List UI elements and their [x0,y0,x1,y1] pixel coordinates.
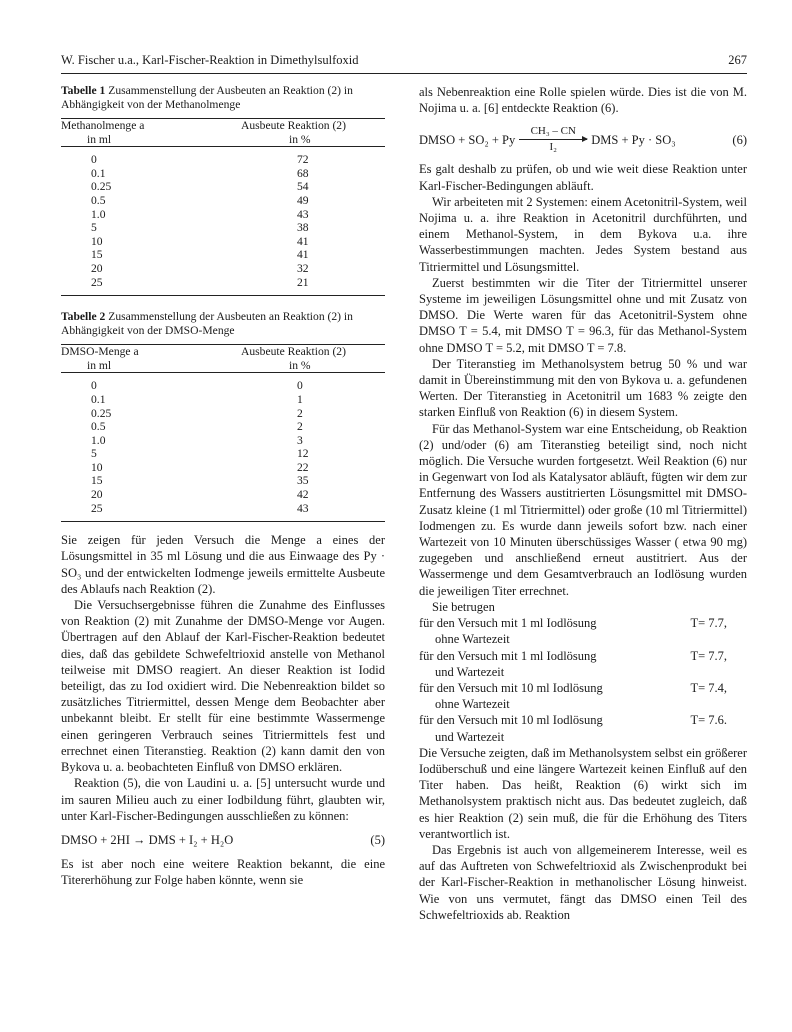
table-2-amount-cell: 0.1 [91,392,106,406]
table-2-yield-cell: 22 [297,460,309,474]
equation-6-solvent: CH₃ – CN [530,125,576,138]
table-2-amount-cell: 1.0 [91,433,106,447]
table-2-row [61,488,385,502]
titer-condition: und Wartezeit [435,664,505,679]
right-paragraph-2: Es galt deshalb zu prüfen, ob und wie weit diese Reaktion unter Karl-Fischer-Bedingungen abläuft. [419,162,747,193]
table-1-row [61,208,385,222]
table-1-caption: Tabelle 1 Zusammenstellung der Ausbeuten an Reaktion (2) in Abhängigkeit von der Methanolmenge [61,84,353,111]
table-1-label: Tabelle 1 [61,84,106,97]
table-2-amount-cell: 0.5 [91,420,106,434]
titer-value: T= 7.4, [690,680,727,695]
table-2-yield-cell: 0 [297,379,303,393]
table-2-amount-cell: 20 [91,488,103,502]
titer-item [419,712,747,728]
titer-value: T= 7.7, [690,616,727,631]
table-1-amount-cell: 0 [91,153,97,167]
table-1-row [61,248,385,262]
equation-5 [61,832,385,848]
titer-condition: ohne Wartezeit [435,697,510,712]
table-1-yield-cell: 32 [297,261,309,275]
running-header [61,53,747,73]
table-1-row [61,167,385,181]
table-2-row [61,502,385,522]
equation-6-arrow [519,126,587,153]
right-paragraph-4: Zuerst bestimmten wir die Titer der Titriermittel unserer Systeme im jeweiligen Lösungsmittel ohne und mit Zusatz von DMSO. Die Werte waren für das Acetonitril-System ohne DMSO T = 5.4, mit DMSO T = 96.3, für das Methanol-System ohne DMSO T = 5.2, mit DMSO T = 7.8. [419,275,747,355]
titer-value: T= 7.6. [690,713,727,728]
reaction-arrow-icon [519,139,587,140]
page-number: 267 [728,53,747,67]
table-2-yield-cell: 2 [297,406,303,420]
table-1-row [61,235,385,249]
table-1-yield-cell: 43 [297,207,309,221]
table-1 [61,84,385,296]
table-2-yield-cell: 12 [297,447,309,461]
table-1-yield-cell: 72 [297,153,309,167]
table-2-yield-cell: 3 [297,433,303,447]
right-paragraph-6: Für das Methanol-System war eine Entscheidung, ob Reaktion (2) und/oder (6) am Titeranstieg beteiligt sind, noch nicht möglich. Die Versuche wurden fortgesetzt. Weil Reaktion (6) nur in Gegenwart von Iod als Katalysator abläuft, fügten wir dem zur Entfernung des Wassers austitrierten Lösungsmittel mit DMSO-Zusatz kleine (1 ml Titriermittel) oder große (10 ml Titriermittel) Iodmengen zu. Es wurde dann jeweils sofort bzw. nach einer Wartezeit von 10 Minuten überschüssiges Wasser ( etwa 90 mg) zugegeben und anschließend erneut austitriert. Aus der Wassermenge und dem Gesamtverbrauch an Iodlösung wurden die jeweiligen Titer errechnet. [419,421,747,598]
table-2-row [61,420,385,434]
running-title: W. Fischer u.a., Karl-Fischer-Reaktion in Dimethylsulfoxid [61,53,359,67]
table-2-caption: Tabelle 2 Zusammenstellung der Ausbeuten an Reaktion (2) in Abhängigkeit von der DMSO-Menge [61,310,353,338]
titer-label: für den Versuch mit 1 ml Iodlösung [419,616,597,631]
table-1-amount-cell: 0.25 [91,180,112,194]
table-1-row [61,262,385,276]
equation-6-products: DMS + Py · SO₃ [591,132,676,147]
table-1-header-amount: Methanolmenge a in ml [61,119,145,146]
table-1-yield-cell: 68 [297,166,309,180]
titer-condition: und Wartezeit [435,729,505,744]
table-1-amount-cell: 20 [91,261,103,275]
right-paragraph-7: Sie betrugen [432,599,495,614]
right-paragraph-9: Das Ergebnis ist auch von allgemeinerem Interesse, weil es auf das Auftreten von Schwefeltrioxid als Zwischenprodukt bei der Karl-Fischer-Reaktion in methanolischer Lösung hinweist. Wie von uns vermutet, fängt das DMSO einen Teil des Schwefeltrioxids ab. Reaktion [419,842,747,922]
equation-5-number: (5) [370,832,385,847]
table-1-yield-cell: 41 [297,248,309,262]
titer-condition: ohne Wartezeit [435,632,510,647]
table-2-amount-cell: 25 [91,501,103,515]
table-2-amount-cell: 0.25 [91,406,112,420]
titer-value: T= 7.7, [690,648,727,663]
titer-label: für den Versuch mit 1 ml Iodlösung [419,648,597,663]
table-1-row [61,276,385,296]
table-1-grid [61,118,385,296]
table-1-yield-cell: 49 [297,193,309,207]
titer-item [419,680,747,696]
left-paragraph-2: Die Versuchsergebnisse führen die Zunahme des Einflusses von Reaktion (2) mit Zunahme der DMSO-Menge vor Augen. Übertragen auf den Ablauf der Karl-Fischer-Reaktion bedeutet dies, daß das gebildete Schwefeltrioxid anstelle von Methanol teilweise mit DMSO reagiert. An dieser Reaktion ist Iodid beteiligt, das zu Iod oxidiert wird. Die Nebenreaktion bildet so zusätzliches Titriermittel, dessen Menge dem Beobachter aber unbekannt bleibt. Er stellt für eine bestimmte Wassermenge einen geringeren Verbrauch seines Titriermittels fest und errechnet einen Titeranstieg. Reaktion (2) kann damit den von Bykova u. a. beobachteten Einfluß von DMSO erklären. [61,598,385,775]
titer-item [419,648,747,664]
table-1-row [61,194,385,208]
table-2-row [61,393,385,407]
table-2-header-yield: Ausbeute Reaktion (2) in % [241,345,346,372]
right-column [419,84,747,923]
left-paragraph-1: Sie zeigen für jeden Versuch die Menge a eines der Lösungsmittel in 35 ml Lösung und die aus Einwaage des Py · SO₃ und der entwickelten Iodmenge jeweils ermittelte Ausbeute des Ablaufs nach Reaktion (2). [61,533,385,596]
header-rule [61,73,747,74]
equation-6-catalyst: I₂ [549,141,558,154]
table-1-amount-cell: 0.1 [91,166,106,180]
table-2-yield-cell: 43 [297,501,309,515]
table-1-row [61,221,385,235]
table-2-row [61,447,385,461]
table-2-row [61,474,385,488]
table-2-amount-cell: 5 [91,447,97,461]
table-2-row [61,373,385,393]
table-2-row [61,407,385,421]
left-column [61,84,385,889]
table-1-amount-cell: 5 [91,221,97,235]
table-1-amount-cell: 1.0 [91,207,106,221]
equation-6-reactants: DMSO + SO₂ + Py [419,132,516,147]
table-2-yield-cell: 35 [297,474,309,488]
equation-6 [419,126,747,153]
titer-item [419,615,747,631]
left-paragraph-3: Reaktion (5), die von Laudini u. a. [5] untersucht wurde und im sauren Milieu auch zu einer Iodbildung führt, glaubten wir, unter Karl-Fischer-Bedingungen ausschließen zu können: [61,776,385,823]
table-2-amount-cell: 15 [91,474,103,488]
table-1-row [61,180,385,194]
equation-5-body: DMSO + 2HI → DMS + I₂ + H₂O [61,832,234,847]
table-2-yield-cell: 1 [297,392,303,406]
table-1-yield-cell: 54 [297,180,309,194]
table-2-yield-cell: 2 [297,420,303,434]
table-2-label: Tabelle 2 [61,310,106,324]
table-1-amount-cell: 25 [91,275,103,289]
table-1-amount-cell: 0.5 [91,193,106,207]
table-2-amount-cell: 0 [91,379,97,393]
table-2-row [61,461,385,475]
table-2-row [61,434,385,448]
table-1-amount-cell: 10 [91,234,103,248]
table-1-row [61,147,385,167]
right-paragraph-5: Der Titeranstieg im Methanolsystem betrug 50 % und war damit in Übereinstimmung mit den von Bykova u. a. gefundenen Werten. Der Titeranstieg in Acetonitril um 1683 % zeigte den starken Einfluß von Reaktion (6) in diesem System. [419,356,747,420]
equation-6-body [419,126,676,153]
table-1-yield-cell: 38 [297,221,309,235]
table-2 [61,310,385,522]
table-1-header-yield: Ausbeute Reaktion (2) in % [241,119,346,146]
table-1-yield-cell: 21 [297,275,309,289]
titer-label: für den Versuch mit 10 ml Iodlösung [419,680,603,695]
titer-list [419,615,747,745]
table-2-yield-cell: 42 [297,488,309,502]
right-paragraph-8: Die Versuche zeigten, daß im Methanolsystem selbst ein größerer Iodüberschuß und eine längere Wartezeit keinen Einfluß auf den Titer haben. Das heißt, Reaktion (6) wirkt sich im Methanolsystem praktisch nicht aus. Das bedeutet zugleich, daß es hier Reaktion (2) sein muß, die für die Erhöhung des Titers verantwortlich ist. [419,745,747,841]
table-1-amount-cell: 15 [91,248,103,262]
left-paragraph-4: Es ist aber noch eine weitere Reaktion bekannt, die eine Titererhöhung zur Folge haben könnte, wenn sie [61,857,385,888]
equation-6-number: (6) [732,132,747,147]
titer-label: für den Versuch mit 10 ml Iodlösung [419,713,603,728]
table-2-grid [61,344,385,522]
right-paragraph-1: als Nebenreaktion eine Rolle spielen würde. Dies ist die von M. Nojima u. a. [6] entdeckte Reaktion (6). [419,85,747,116]
table-1-yield-cell: 41 [297,234,309,248]
table-2-header-amount: DMSO-Menge a in ml [61,345,139,372]
table-2-amount-cell: 10 [91,460,103,474]
right-paragraph-3: Wir arbeiteten mit 2 Systemen: einem Acetonitril-System, weil Nojima u. a. ihre Reaktion in Acetonitril durchführten, und einem Methanol-System, in dem Bykova u.a. ihre Wasserbestimmungen machten. Jedes System bestand aus Titriermittel und Lösungsmittel. [419,194,747,274]
